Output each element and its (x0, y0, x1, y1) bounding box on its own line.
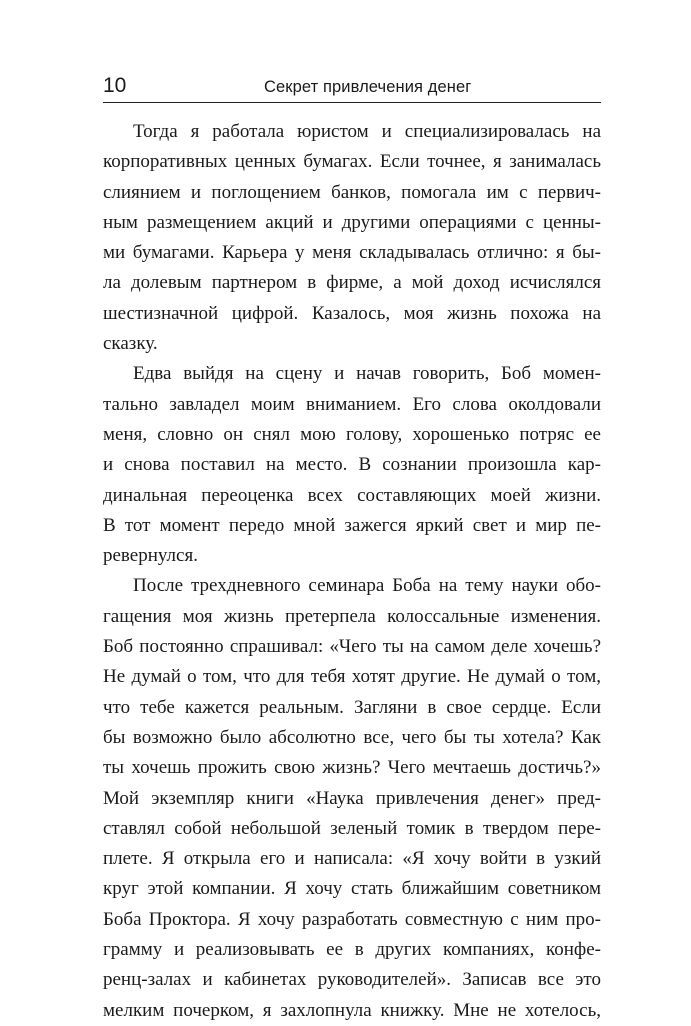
paragraph (103, 117, 601, 359)
text-line: ренц-залах и кабинетах руководителей». Записав все это (103, 969, 601, 991)
text-line: что тебе кажется реальным. Загляни в свое сердце. Если (103, 696, 601, 718)
text-line: ревернулся. (103, 545, 198, 567)
body-text (103, 117, 601, 1026)
text-line: В тот момент передо мной зажегся яркий свет и мир пе- (103, 514, 601, 536)
paragraph (103, 359, 601, 571)
text-line: шестизначной цифрой. Казалось, моя жизнь похожа на (103, 302, 601, 324)
text-line: тально завладел моим вниманием. Его слова околдовали (103, 393, 601, 415)
text-line: ным размещением акций и другими операциями с ценны- (103, 211, 601, 233)
text-line: ты хочешь прожить свою жизнь? Чего мечтаешь достичь?» (103, 757, 601, 779)
text-line: бы возможно было абсолютно все, чего бы ты хотела? Как (103, 726, 601, 748)
text-line: корпоративных ценных бумагах. Если точнее, я занималась (103, 151, 601, 173)
text-line: слиянием и поглощением банков, помогала им с первич- (103, 181, 601, 203)
text-line: сказку. (103, 333, 158, 355)
text-line: Боб постоянно спрашивал: «Чего ты на самом деле хочешь? (103, 636, 601, 658)
text-line: После трехдневного семинара Боба на тему науки обо- (133, 575, 601, 597)
text-line: Не думай о том, что для тебя хотят другие. Не думай о том, (103, 666, 601, 688)
text-line: ла долевым партнером в фирме, а мой доход исчислялся (103, 272, 601, 294)
text-line: гащения моя жизнь претерпела колоссальные изменения. (103, 605, 601, 627)
text-line: грамму и реализовывать ее в других компаниях, конфе- (103, 939, 601, 961)
page-number: 10 (103, 74, 127, 97)
text-line: Мой экземпляр книги «Наука привлечения денег» пред- (103, 787, 601, 809)
text-line: Едва выйдя на сцену и начав говорить, Боб момен- (133, 363, 601, 385)
text-line: ми бумагами. Карьера у меня складывалась отлично: я бы- (103, 242, 601, 264)
text-line: круг этой компании. Я хочу стать ближайшим советником (103, 878, 601, 900)
paragraph (103, 571, 601, 1025)
text-line: Тогда я работала юристом и специализировалась на (133, 121, 601, 142)
text-line: ставлял собой небольшой зеленый томик в твердом пере- (103, 817, 601, 839)
text-line: меня, словно он снял мою голову, хорошенько потряс ее (103, 423, 601, 445)
text-line: мелким почерком, я захлопнула книжку. Мне не хотелось, (103, 999, 601, 1021)
running-title: Секрет привлечения денег (264, 78, 472, 96)
running-header (103, 72, 601, 103)
text-line: и снова поставил на место. В сознании произошла кар- (103, 454, 601, 476)
text-line: Боба Проктора. Я хочу разработать совместную с ним про- (103, 908, 601, 930)
text-line: плете. Я открыла его и написала: «Я хочу войти в узкий (103, 848, 601, 870)
text-line: динальная переоценка всех составляющих моей жизни. (103, 484, 601, 506)
